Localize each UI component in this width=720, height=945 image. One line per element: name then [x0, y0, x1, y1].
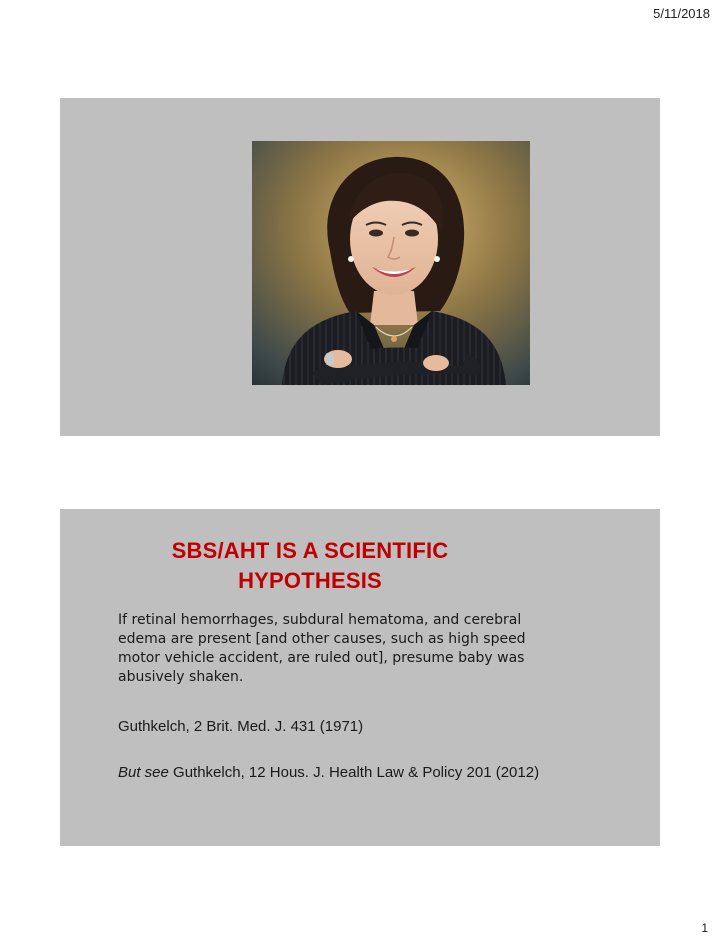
citation-2012: [118, 763, 548, 782]
slide-title-line-2: HYPOTHESIS: [238, 568, 382, 593]
slide-2: [60, 509, 660, 846]
slide-title: [120, 536, 500, 596]
slide-1: [60, 98, 660, 436]
see-signal: But see: [118, 764, 169, 781]
page-number: 1: [701, 921, 708, 935]
hypothesis-paragraph: If retinal hemorrhages, subdural hematoma, and cerebral edema are present [and other causes, such as high speed motor vehicle accident, are ruled out], presume baby was abusively shaken.: [118, 612, 526, 685]
header-date: 5/11/2018: [653, 6, 710, 21]
portrait-photo: [252, 141, 530, 385]
citation-1971: Guthkelch, 2 Brit. Med. J. 431 (1971): [118, 718, 364, 735]
slide-title-line-1: SBS/AHT IS A SCIENTIFIC: [171, 538, 449, 563]
see-citation-text: Guthkelch, 12 Hous. J. Health Law & Policy 201 (2012): [168, 764, 540, 781]
slide-body: [118, 611, 548, 782]
